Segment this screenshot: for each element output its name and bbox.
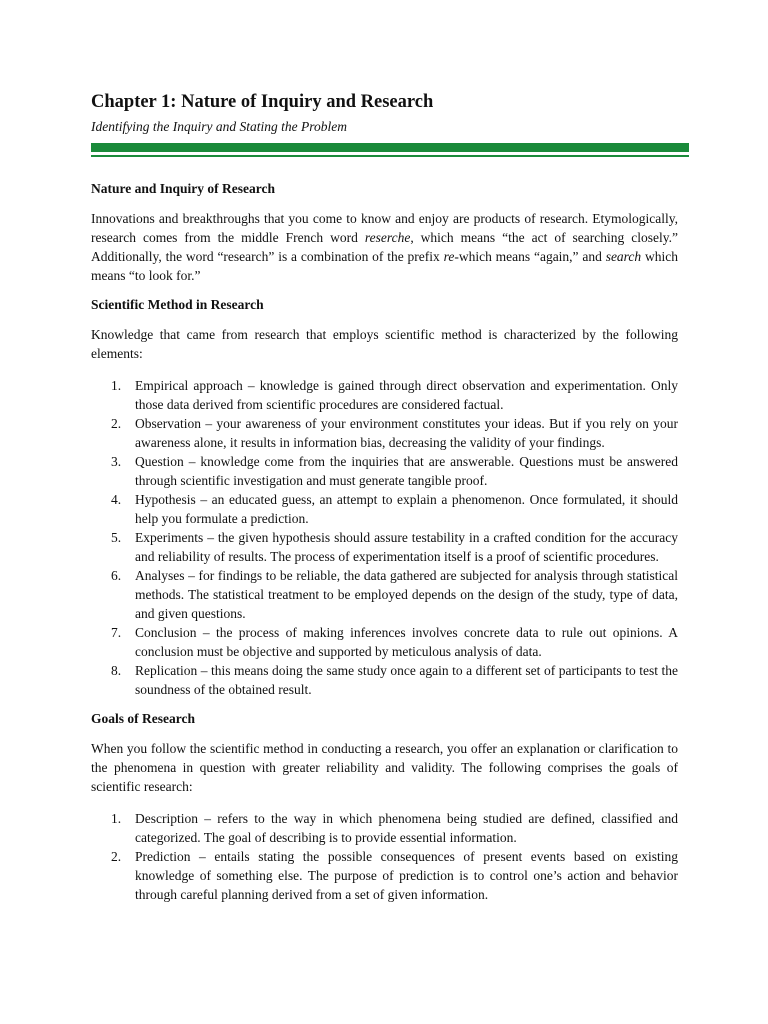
list-item [111, 376, 678, 414]
list-item-number: 2. [111, 416, 122, 431]
term-reserche: reserche [364, 230, 411, 245]
list-item [111, 809, 678, 847]
paragraph-scientific-intro: Knowledge that came from research that employs scientific method is characterized by the following elements: [91, 327, 678, 361]
list-item-number: 8. [111, 663, 122, 678]
section-heading-nature: Nature and Inquiry of Research [91, 181, 276, 196]
list-item-text: Description – refers to the way in which phenomena being studied are defined, classified and categorized. The goal of describing is to provide essential information. [135, 811, 678, 845]
list-item-number: 4. [111, 492, 122, 507]
list-item [111, 452, 678, 490]
list-item-text: Question – knowledge come from the inquiries that are answerable. Questions must be answered through scientific investigation and must generate tangible proof. [135, 454, 678, 488]
list-item [111, 566, 678, 623]
list-item-text: Experiments – the given hypothesis should assure testability in a crafted condition for the accuracy and reliability of results. The process of experimentation itself is a proof of scientific procedures. [135, 530, 678, 564]
list-item-number: 2. [111, 849, 122, 864]
list-item [111, 661, 678, 699]
list-item-number: 5. [111, 530, 122, 545]
list-item [111, 847, 678, 904]
list-item [111, 528, 678, 566]
chapter-subtitle: Identifying the Inquiry and Stating the Problem [91, 119, 347, 134]
section-heading-scientific-method: Scientific Method in Research [91, 297, 264, 312]
list-item [111, 623, 678, 661]
list-item-number: 1. [111, 811, 122, 826]
paragraph-nature-part-c: -which means “again,” and [454, 249, 606, 264]
paragraph-nature-part-a: Innovations and breakthroughs that you come to know and enjoy are products of research. Etymologically, research comes from the middle French word [91, 211, 678, 245]
list-item-text: Analyses – for findings to be reliable, the data gathered are subjected for analysis through statistical methods. The statistical treatment to be employed depends on the design of the study, type of data, and given questions. [135, 568, 678, 621]
paragraph-nature [91, 209, 678, 285]
research-goals-list [91, 809, 678, 904]
list-item-text: Conclusion – the process of making inferences involves concrete data to rule out opinions. A conclusion must be objective and supported by meticulous analysis of data. [135, 625, 678, 659]
list-item [111, 414, 678, 452]
chapter-title: Chapter 1: Nature of Inquiry and Research [91, 92, 434, 112]
list-item-number: 7. [111, 625, 122, 640]
list-item-text: Observation – your awareness of your environment constitutes your ideas. But if you rely on your awareness alone, it results in information bias, decreasing the validity of your findings. [135, 416, 678, 450]
list-item-text: Hypothesis – an educated guess, an attempt to explain a phenomenon. Once formulated, it should help you formulate a prediction. [135, 492, 678, 526]
list-item [111, 490, 678, 528]
list-item-number: 6. [111, 568, 122, 583]
list-item-text: Replication – this means doing the same study once again to a different set of participants to test the soundness of the obtained result. [135, 663, 678, 697]
list-item-number: 3. [111, 454, 122, 469]
section-heading-goals: Goals of Research [91, 711, 195, 726]
paragraph-goals-intro: When you follow the scientific method in conducting a research, you offer an explanation or clarification to the phenomena in question with greater reliability and validity. The following comprises the goals of scientific research: [91, 741, 678, 794]
header-rule-thin [91, 155, 689, 157]
page-content [91, 90, 678, 904]
list-item-number: 1. [111, 378, 122, 393]
term-search: search [605, 249, 642, 264]
paragraph-nature-part-d: which means “to look for.” [91, 249, 678, 283]
header-rule-thick [91, 143, 689, 152]
paragraph-nature-part-b: , which means “the act of searching closely.” Additionally, the word “research” is a combination of the prefix [91, 230, 678, 264]
list-item-text: Empirical approach – knowledge is gained through direct observation and experimentation. Only those data derived from scientific procedures are considered factual. [135, 378, 678, 412]
list-item-text: Prediction – entails stating the possible consequences of present events based on existing knowledge of something else. The purpose of prediction is to control one’s action and behavior through careful planning derived from a set of given information. [135, 849, 678, 902]
header-rule [91, 143, 689, 157]
scientific-elements-list [91, 376, 678, 699]
term-re: re [443, 249, 455, 264]
